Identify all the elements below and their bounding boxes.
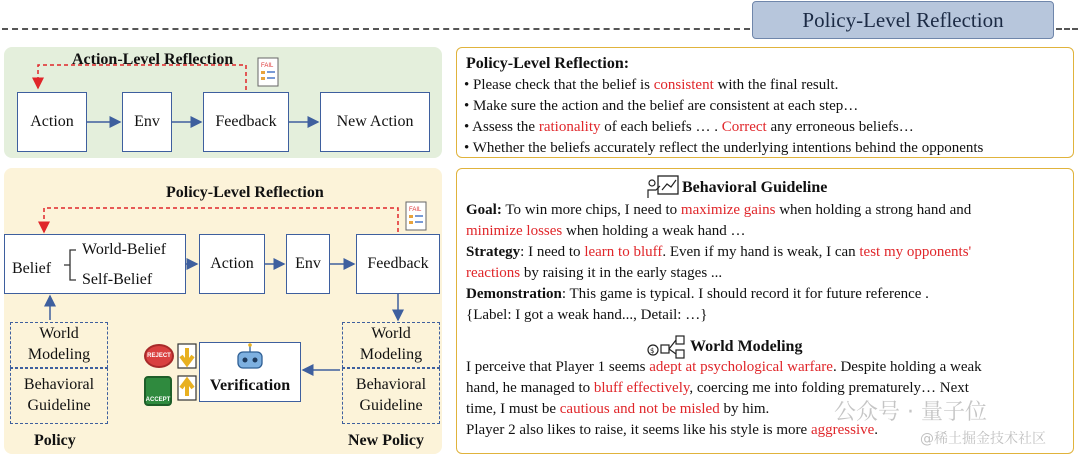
text-segment: . [874,422,879,438]
text-segment: To win more chips, I need to [501,202,681,218]
text-segment: : I need to [520,244,585,260]
text-segment: when holding a strong hand and [775,202,972,218]
highlight-text: reactions [466,265,521,281]
policy-env-node: Env [286,234,330,294]
text-segment: I perceive that Player 1 seems [466,359,650,375]
text-segment: • Whether the beliefs accurately reflect the underlying intentions behind the opponents [464,140,984,156]
highlight-text: bluff effectively [593,380,690,396]
behavioral-guideline-title: Behavioral Guideline [682,179,828,196]
accept-up-arrow-icon [178,376,196,400]
text-segment: • Please check that the belief is [464,77,654,93]
new-policy-label: New Policy [348,432,424,449]
text-segment: time, I must be [466,401,560,417]
svg-text:FAIL: FAIL [261,63,274,69]
label-text: Demonstration [466,286,562,302]
env-node: Env [122,92,172,152]
text-segment: hand, he managed to [466,380,594,396]
text-segment: by raising it in the early stages ... [520,265,723,281]
text-segment: when holding a weak hand … [562,223,746,239]
feedback-node: Feedback [203,92,289,152]
highlight-text: maximize gains [680,202,776,218]
policy-level-title: Policy-Level Reflection [166,184,324,201]
text-segment: with the final result. [713,77,839,93]
svg-text:FAIL: FAIL [409,207,422,213]
belief-label: Belief [12,260,52,277]
policy-world-modeling: World Modeling [10,322,108,368]
text-segment: • Make sure the action and the belief are consistent at each step… [464,98,859,114]
watermark-primary: 公众号 · 量子位 [834,400,987,425]
reject-down-arrow-icon [178,344,196,368]
fail-document-icon [258,58,278,86]
text-segment: • Assess the [464,119,539,135]
fail-document-icon-2 [406,202,426,230]
action-level-title: Action-Level Reflection [72,51,234,68]
policy-label: Policy [34,432,76,449]
accept-badge: ACCEPT [144,376,172,406]
highlight-text: consistent [653,77,714,93]
arrow-feedback-loop-action [38,65,246,90]
new-policy-world-modeling: World Modeling [342,322,440,368]
highlight-text: minimize losses [466,223,563,239]
highlight-text: adept at psychological warfare [649,359,833,375]
text-segment: any erroneous beliefs… [766,119,914,135]
label-text: Goal: [466,202,502,218]
reflection-title: Policy-Level Reflection: [466,55,630,72]
reject-badge: REJECT [144,344,174,368]
svg-text:$: $ [650,347,655,355]
money-network-icon [648,336,684,358]
highlight-text: aggressive [810,422,875,438]
policy-feedback-node: Feedback [356,234,440,294]
highlight-text: learn to bluff [584,244,663,260]
new-policy-behavioral-guideline: Behavioral Guideline [342,368,440,424]
robot-icon [238,343,262,368]
belief-brace [64,250,76,280]
highlight-text: test my opponents' [859,244,972,260]
highlight-text: Correct [721,119,767,135]
text-segment: Player 2 also likes to raise, it seems like his style is more [466,422,811,438]
action-node: Action [17,92,87,152]
text-segment: : This game is typical. I should record it for future reference . [561,286,929,302]
banner-title: Policy-Level Reflection [752,1,1054,39]
label-text: Strategy [466,244,521,260]
world-belief-label: World-Belief [82,241,167,258]
highlight-text: cautious and not be misled [559,401,720,417]
highlight-text: rationality [538,119,601,135]
policy-action-node: Action [199,234,265,294]
arrow-feedback-loop-belief [44,208,398,232]
text-segment: {Label: I got a weak hand..., Detail: …} [466,307,708,323]
self-belief-label: Self-Belief [82,271,153,288]
new-action-node: New Action [320,92,430,152]
world-modeling-title: World Modeling [690,338,803,355]
presentation-board-icon [648,176,678,198]
text-segment: , coercing me into folding prematurely… Next [689,380,969,396]
text-segment: . Despite holding a weak [832,359,982,375]
text-segment: of each beliefs … . [600,119,722,135]
text-segment: . Even if my hand is weak, I can [662,244,860,260]
policy-behavioral-guideline: Behavioral Guideline [10,368,108,424]
text-segment: by him. [719,401,770,417]
verification-label: Verification [209,376,291,394]
watermark-secondary: @稀土掘金技术社区 [920,431,1046,447]
